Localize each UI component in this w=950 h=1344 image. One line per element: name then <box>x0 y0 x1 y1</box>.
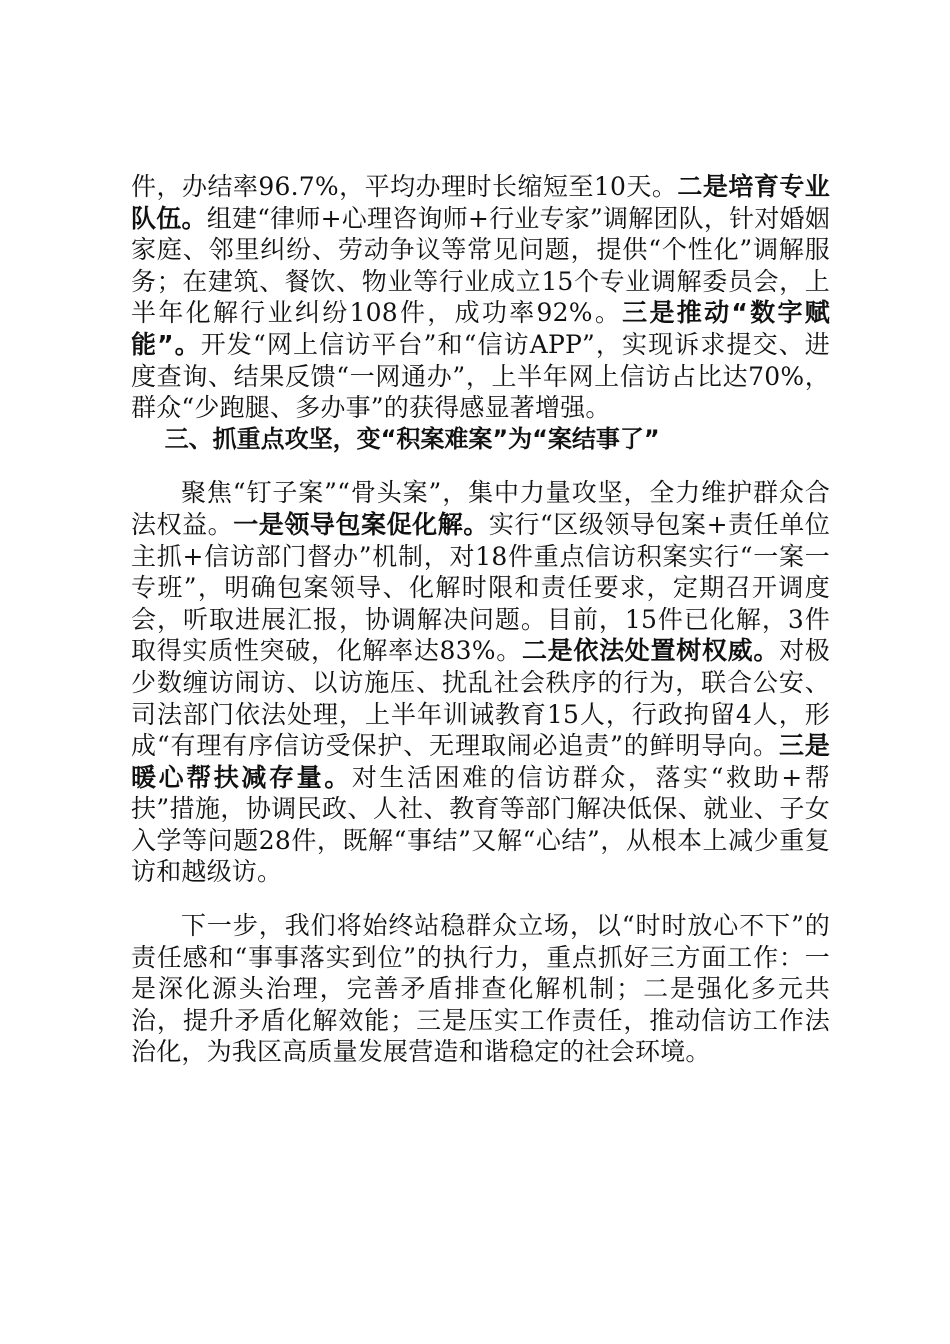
paragraph-text: 实行“区级领导包案+责任单位主抓+信访部门督办”机制，对18件重点信访积案实行“一案一专班”，明确包案领导、化解时限和责任要求，定期召开调度会，听取进展汇报，协调解决问题。目前，15件已化解，3件取得实质性突破，化解率达83%。 <box>131 509 830 666</box>
bold-subheading-lawful-handling: 二是依法处置树权威。 <box>521 636 780 666</box>
paragraph-text: 件，办结率96.7%，平均办理时长缩短至10天。 <box>131 172 678 201</box>
paragraph-text: 对极少数缠访闹访、以访施压、扰乱社会秩序的行为，联合公安、司法部门依法处理，上半年训诫教育15人，行政拘留4人，形成“有理有序信访受保护、无理取闹必追责”的鲜明导向。 <box>131 636 830 761</box>
section-heading-3: 三、抓重点攻坚，变“积案难案”为“案结事了” <box>164 424 660 453</box>
paragraph-text: 聚焦“钉子案”“骨头案”，集中力量攻坚，全力维护群众合法权益。 <box>131 478 830 539</box>
bold-subheading-warm-assistance: 三是暖心帮扶减存量。 <box>131 731 830 792</box>
paragraph-text: 对生活困难的信访群众，落实“救助+帮扶”措施，协调民政、人社、教育等部门解决低保、就业、子女入学等问题28件，既解“事结”又解“心结”，从根本上减少重复访和越级访。 <box>131 762 830 887</box>
paragraph-text: 开发“网上信访平台”和“信访APP”，实现诉求提交、进度查询、结果反馈“一网通办”，上半年网上信访占比达70%，群众“少跑腿、多办事”的获得感显著增强。 <box>131 329 830 423</box>
paragraph-next-steps: 下一步，我们将始终站稳群众立场，以“时时放心不下”的责任感和“事事落实到位”的执行力，重点抓好三方面工作：一是深化源头治理，完善矛盾排查化解机制；二是强化多元共治，提升矛盾化解效能；三是压实工作责任，推动信访工作法治化，为我区高质量发展营造和谐稳定的社会环境。 <box>131 911 830 1067</box>
document-page <box>131 171 830 1068</box>
paragraph-text: 组建“律师+心理咨询师+行业专家”调解团队，针对婚姻家庭、邻里纠纷、劳动争议等常见问题，提供“个性化”调解服务；在建筑、餐饮、物业等行业成立15个专业调解委员会，上半年化解行业纠纷108件，成功率92%。 <box>131 203 830 328</box>
bold-subheading-leader-cases: 一是领导包案促化解。 <box>233 509 489 539</box>
paragraph-key-cases <box>131 477 830 888</box>
paragraph-work-measures <box>131 171 830 424</box>
bold-subheading-digital-empowerment: 三是推动“数字赋能”。 <box>131 298 830 359</box>
bold-subheading-professional-team: 二是培育专业队伍。 <box>131 172 830 233</box>
